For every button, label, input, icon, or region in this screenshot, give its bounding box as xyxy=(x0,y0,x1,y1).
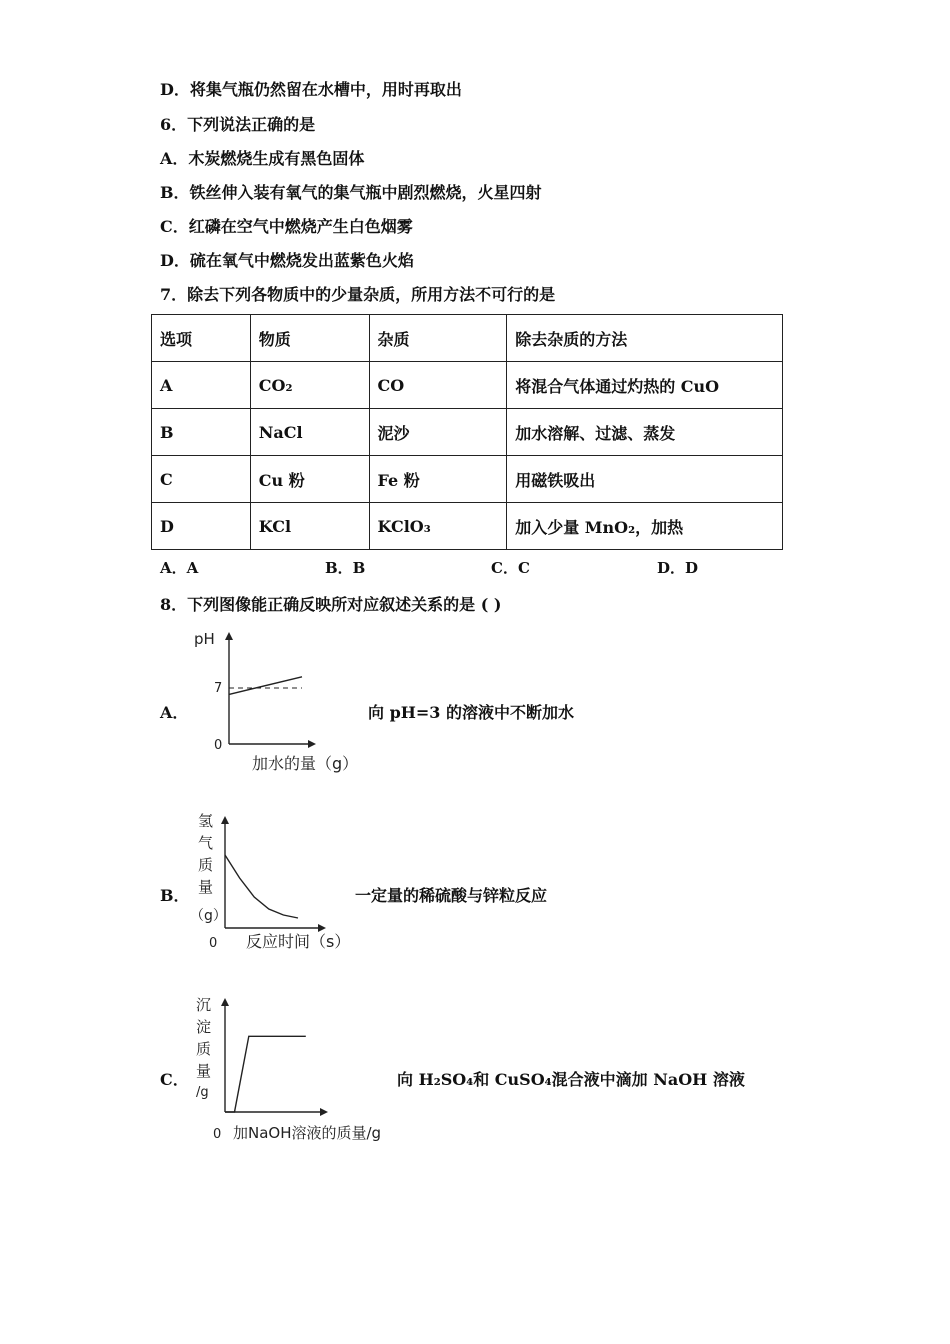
q6-option-b: B．铁丝伸入装有氧气的集气瓶中剧烈燃烧，火星四射 xyxy=(160,183,542,202)
table-cell: 用磁铁吸出 xyxy=(507,456,783,503)
y-axis-label-char: 气 xyxy=(198,834,214,852)
y-axis-label-unit: （g） xyxy=(190,908,227,924)
q8-graph-c xyxy=(180,990,410,1150)
q7-answer-a[interactable]: A．A xyxy=(160,559,199,577)
table-cell: KCl xyxy=(250,503,369,550)
y-axis-label-char: 质 xyxy=(196,1040,212,1058)
table-cell: Fe 粉 xyxy=(369,456,507,503)
table-cell: 加水溶解、过滤、蒸发 xyxy=(507,409,783,456)
table-header-cell: 选项 xyxy=(152,315,251,362)
q5-option-d: D．将集气瓶仍然留在水槽中，用时再取出 xyxy=(160,80,462,99)
table-cell: 泥沙 xyxy=(369,409,507,456)
q8-stem: 8．下列图像能正确反映所对应叙述关系的是 ( ) xyxy=(160,595,502,614)
origin-label: 0 xyxy=(213,1127,222,1142)
table-cell: B xyxy=(152,409,251,456)
q8-option-a-label[interactable]: A． xyxy=(160,703,189,722)
q8-graph-b xyxy=(180,806,380,956)
y-axis-label-unit: /g xyxy=(196,1085,209,1100)
y-axis-label-char: 质 xyxy=(198,856,214,874)
x-axis-label: 加水的量（g） xyxy=(252,754,359,773)
reference-label: 7 xyxy=(214,681,223,696)
x-axis-arrow-icon xyxy=(318,924,326,932)
q7-answer-d[interactable]: D．D xyxy=(657,559,699,577)
x-axis-arrow-icon xyxy=(320,1108,328,1116)
table-row xyxy=(152,503,783,550)
table-header-cell: 除去杂质的方法 xyxy=(507,315,783,362)
q8-option-b-label[interactable]: B． xyxy=(160,886,190,905)
q8-option-b-desc: 一定量的稀硫酸与锌粒反应 xyxy=(355,886,548,905)
table-cell: CO₂ xyxy=(250,362,369,409)
table-cell: Cu 粉 xyxy=(250,456,369,503)
precipitate-curve xyxy=(225,1036,306,1112)
y-axis-label-char: 氢 xyxy=(198,812,214,830)
y-axis-arrow-icon xyxy=(225,632,233,640)
q6-stem: 6．下列说法正确的是 xyxy=(160,115,316,134)
table-cell: NaCl xyxy=(250,409,369,456)
x-axis-arrow-icon xyxy=(308,740,316,748)
y-axis-label: pH xyxy=(194,630,215,648)
q6-option-a: A．木炭燃烧生成有黑色固体 xyxy=(160,149,365,168)
table-cell: D xyxy=(152,503,251,550)
q8-graph-a xyxy=(180,622,380,782)
q8-option-c-desc: 向 H₂SO₄和 CuSO₄混合液中滴加 NaOH 溶液 xyxy=(397,1070,745,1089)
q8-option-c-label[interactable]: C． xyxy=(160,1070,189,1089)
table-row xyxy=(152,456,783,503)
q7-stem: 7．除去下列各物质中的少量杂质，所用方法不可行的是 xyxy=(160,285,556,304)
y-axis-arrow-icon xyxy=(221,816,229,824)
q7-answer-b[interactable]: B．B xyxy=(325,559,366,577)
origin-label: 0 xyxy=(214,738,223,753)
table-header-cell: 物质 xyxy=(250,315,369,362)
table-row xyxy=(152,362,783,409)
y-axis-label-char: 沉 xyxy=(196,996,212,1014)
table-cell: C xyxy=(152,456,251,503)
table-cell: A xyxy=(152,362,251,409)
x-axis-label: 反应时间（s） xyxy=(246,932,351,951)
table-cell: 加入少量 MnO₂，加热 xyxy=(507,503,783,550)
table-row xyxy=(152,409,783,456)
table-cell: KClO₃ xyxy=(369,503,507,550)
y-axis-label-char: 量 xyxy=(196,1062,212,1080)
y-axis-arrow-icon xyxy=(221,998,229,1006)
y-axis-label-char: 淀 xyxy=(196,1018,212,1036)
x-axis-label: 加NaOH溶液的质量/g xyxy=(233,1124,382,1142)
q6-option-c: C．红磷在空气中燃烧产生白色烟雾 xyxy=(160,217,413,236)
table-header-cell: 杂质 xyxy=(369,315,507,362)
origin-label: 0 xyxy=(209,936,218,951)
y-axis-label-char: 量 xyxy=(198,878,214,896)
table-cell: CO xyxy=(369,362,507,409)
table-header-row xyxy=(152,315,783,362)
q6-option-d: D．硫在氧气中燃烧发出蓝紫色火焰 xyxy=(160,251,414,270)
q7-answer-c[interactable]: C．C xyxy=(491,559,530,577)
hydrogen-curve xyxy=(225,855,298,918)
q8-option-a-desc: 向 pH=3 的溶液中不断加水 xyxy=(368,703,574,722)
ph-curve xyxy=(229,677,302,695)
table-cell: 将混合气体通过灼热的 CuO xyxy=(507,362,783,409)
q7-table xyxy=(151,314,783,550)
q7-answer-options xyxy=(160,557,720,577)
